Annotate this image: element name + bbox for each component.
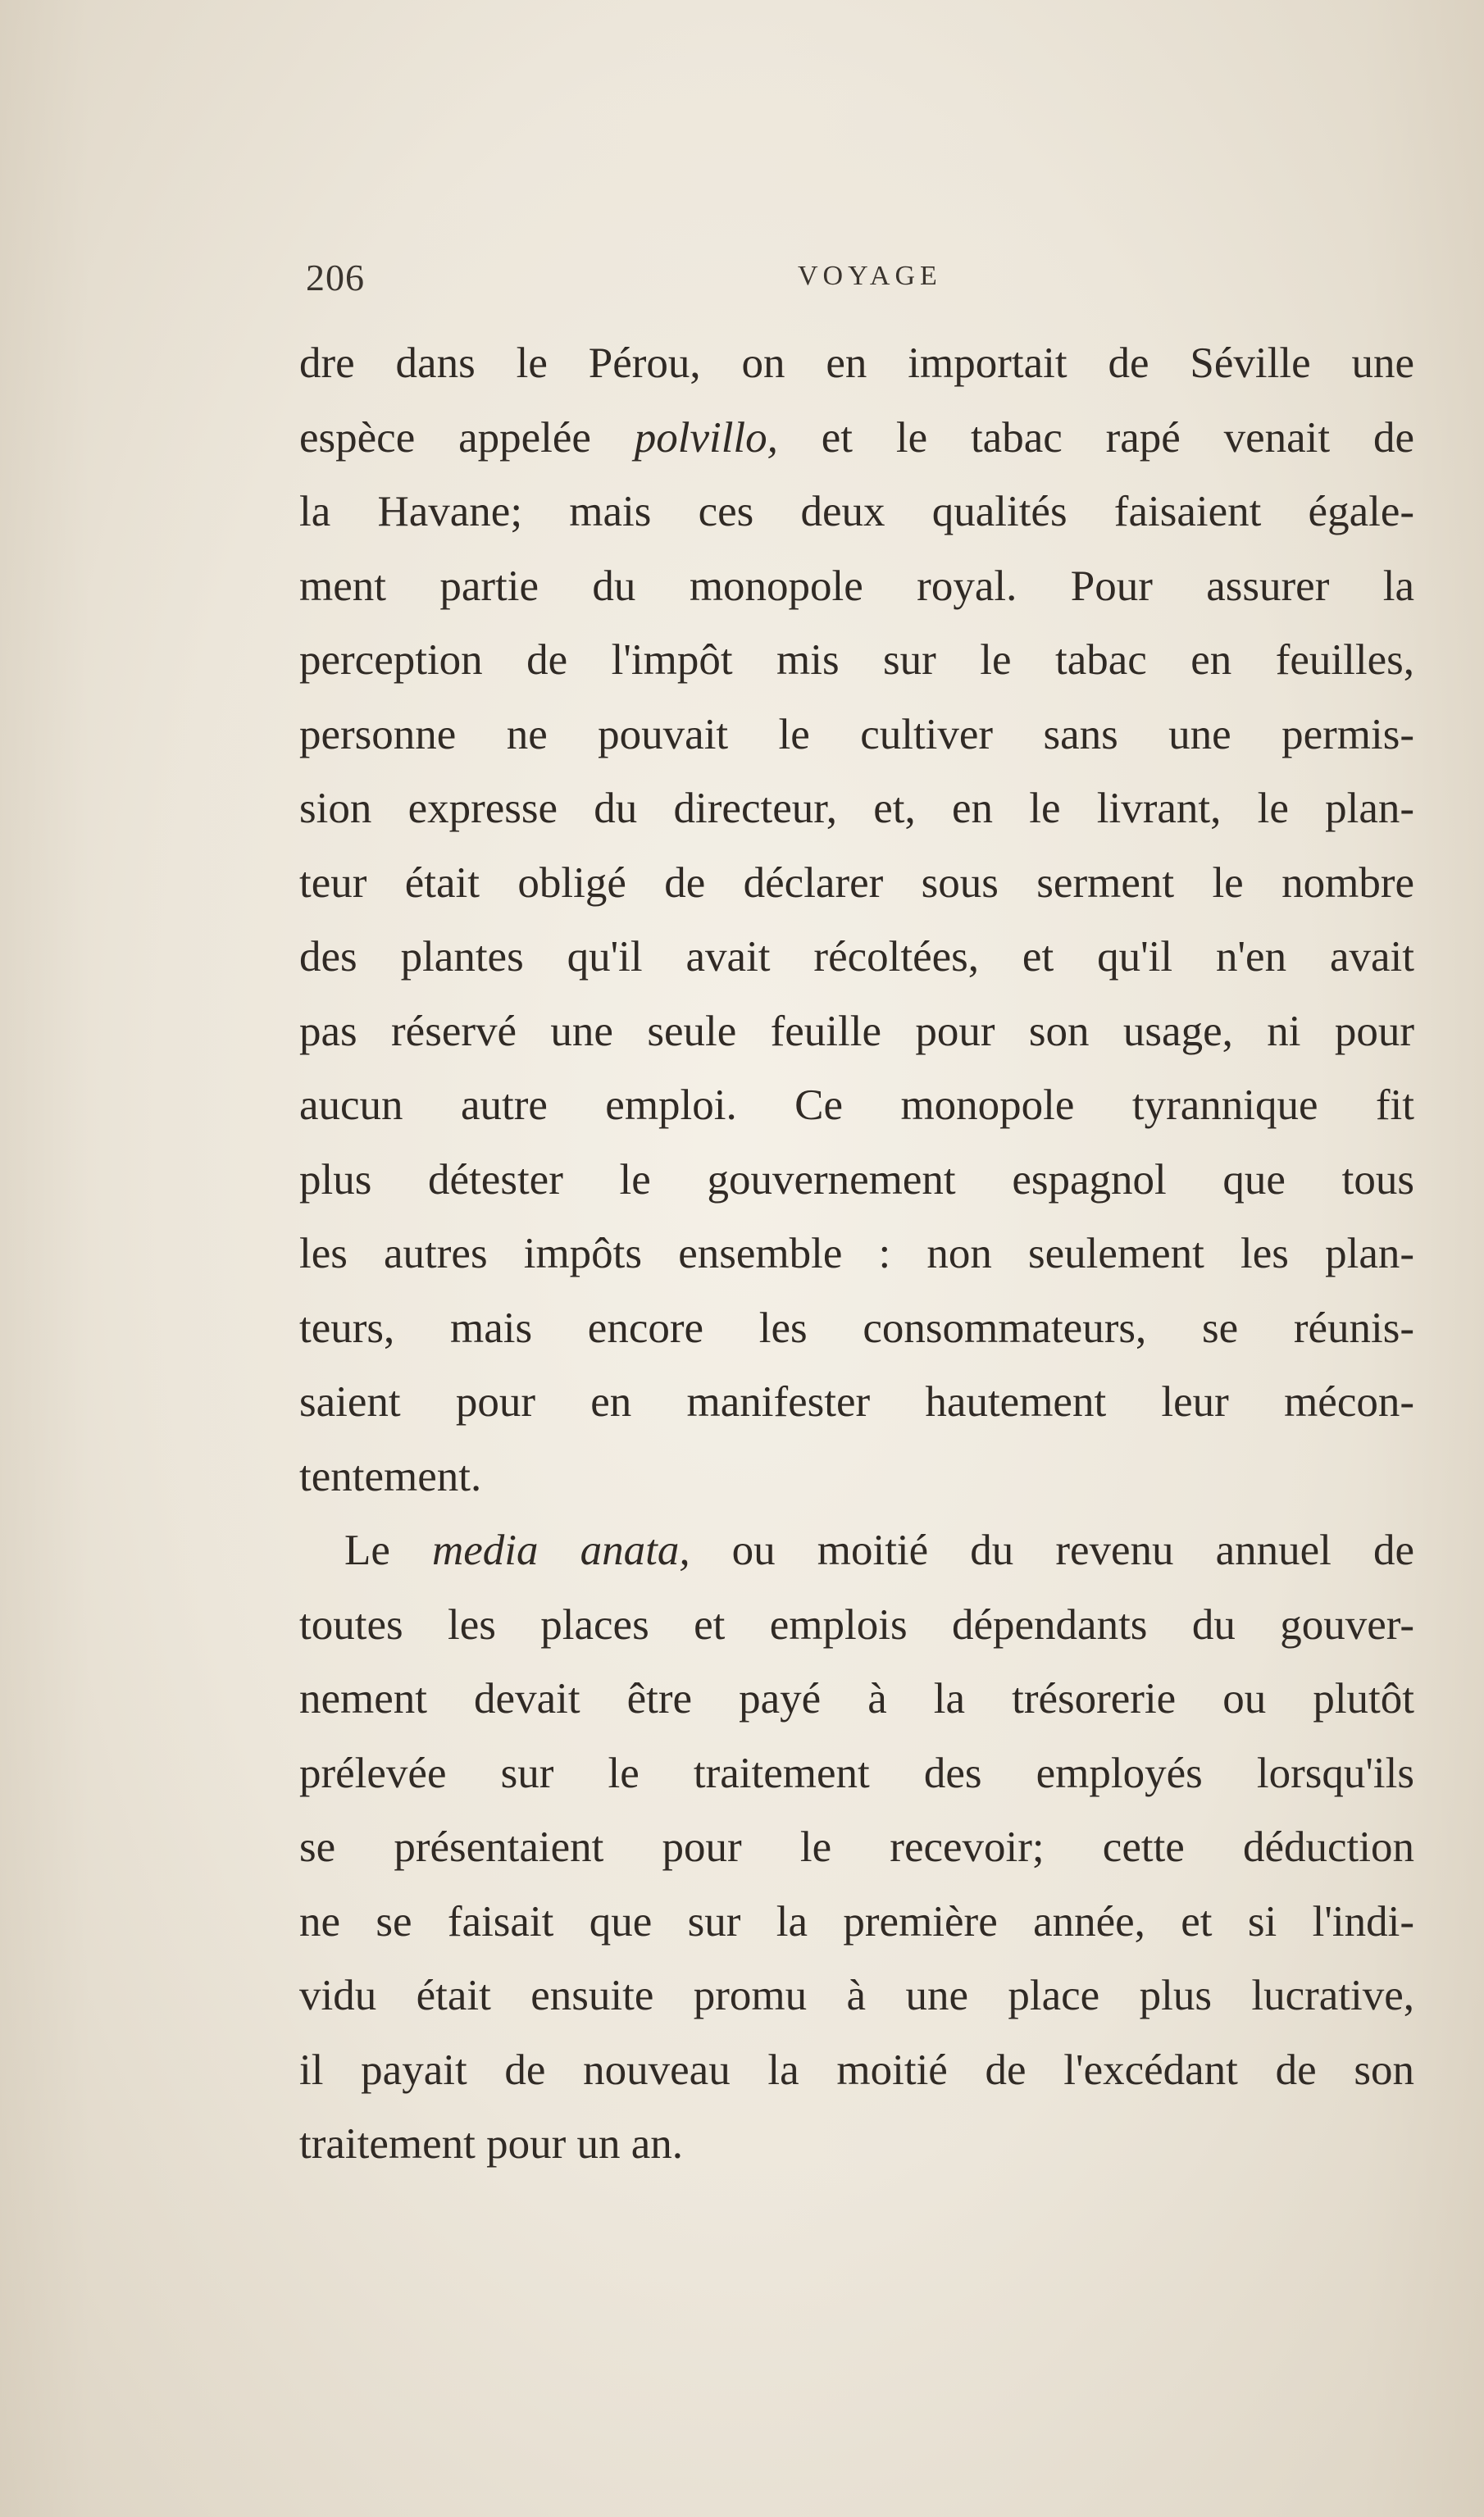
- paragraph-1: [299, 326, 1414, 1513]
- text-line: [299, 401, 1414, 476]
- text-line: la Havane; mais ces deux qualités faisaient égale-: [299, 488, 1414, 535]
- italic-term: polvillo,: [634, 413, 778, 462]
- text-line: teur était obligé de déclarer sous serment le nombre: [299, 858, 1414, 907]
- text-line: pas réservé une seule feuille pour son usage, ni pour: [299, 1007, 1414, 1055]
- text-line: plus détester le gouvernement espagnol que tous: [299, 1155, 1414, 1204]
- text-fragment: espèce appelée: [299, 413, 635, 462]
- text-line: aucun autre emploi. Ce monopole tyrannique fit: [299, 1081, 1414, 1129]
- text-fragment: et le tabac rapé venait de: [777, 413, 1414, 462]
- text-fragment: ou moitié du revenu annuel de: [690, 1527, 1414, 1574]
- page-header: [306, 256, 1413, 305]
- text-line: il payait de nouveau la moitié de l'excédant de son: [299, 2046, 1414, 2094]
- running-title: VOYAGE: [798, 261, 942, 291]
- text-line: ne se faisait que sur la première année, et si l'indi-: [299, 1897, 1414, 1946]
- body-text: [299, 326, 1414, 2182]
- text-line: dre dans le Pérou, on en importait de Séville une: [299, 339, 1414, 387]
- text-line: ment partie du monopole royal. Pour assurer la: [299, 562, 1414, 610]
- text-line: tentement.: [299, 1452, 482, 1500]
- text-line: se présentaient pour le recevoir; cette déduction: [299, 1823, 1414, 1871]
- text-line: teurs, mais encore les consommateurs, se réunis-: [299, 1304, 1414, 1352]
- text-line: [299, 1513, 1414, 1588]
- text-line: toutes les places et emplois dépendants du gouver-: [299, 1600, 1414, 1649]
- text-line: prélevée sur le traitement des employés lorsqu'ils: [299, 1749, 1414, 1797]
- paragraph-2: [299, 1513, 1414, 2182]
- text-line: nement devait être payé à la trésorerie ou plutôt: [299, 1675, 1414, 1723]
- text-line: perception de l'impôt mis sur le tabac en feuilles,: [299, 636, 1414, 684]
- text-line: les autres impôts ensemble : non seulement les plan-: [299, 1230, 1414, 1277]
- text-line: vidu était ensuite promu à une place plus lucrative,: [299, 1972, 1414, 2019]
- text-fragment: Le: [344, 1527, 432, 1574]
- text-line: saient pour en manifester hautement leur mécon-: [299, 1378, 1414, 1426]
- page-number: 206: [306, 257, 365, 298]
- text-line: des plantes qu'il avait récoltées, et qu'il n'en avait: [299, 933, 1414, 981]
- text-line: sion expresse du directeur, et, en le livrant, le plan-: [299, 785, 1414, 832]
- italic-term: media anata,: [431, 1527, 690, 1574]
- text-line: traitement pour un an.: [299, 2120, 684, 2168]
- text-line: personne ne pouvait le cultiver sans une permis-: [299, 710, 1414, 758]
